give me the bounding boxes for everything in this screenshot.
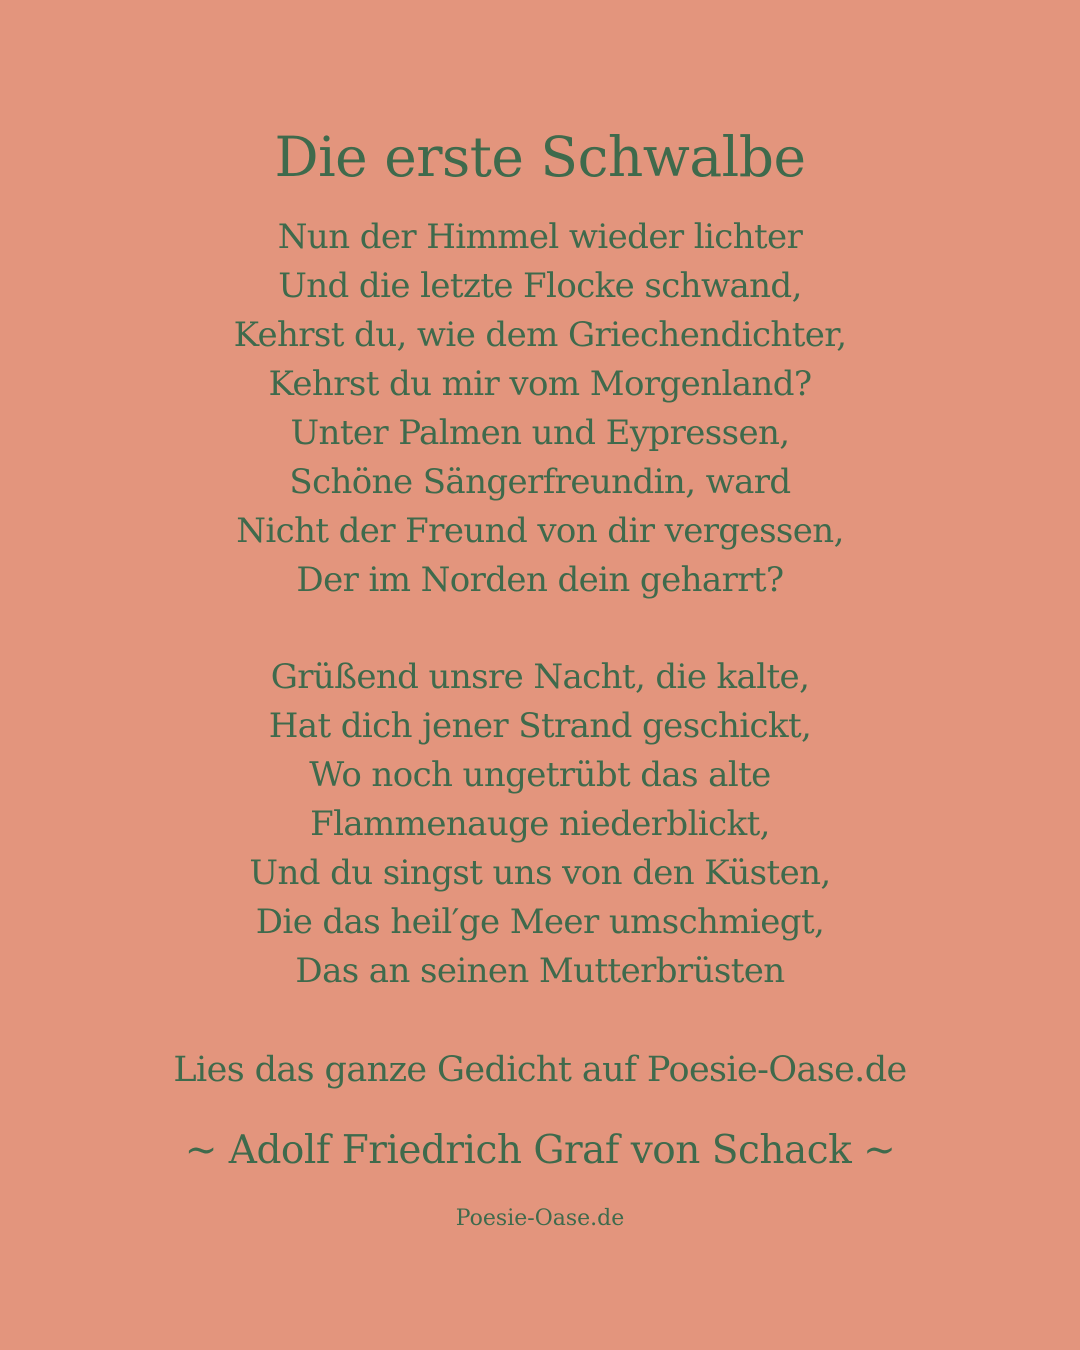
poem-line: Kehrst du, wie dem Griechendichter, [233,315,847,355]
poem-line: Grüßend unsre Nacht, die kalte, [270,657,810,697]
author-line: ~ Adolf Friedrich Graf von Schack ~ [184,1128,896,1173]
stanza-1 [0,213,1080,605]
poem-line: Die das heil′ge Meer umschmiegt, [255,902,825,942]
poem-line: Der im Norden dein geharrt? [296,560,784,600]
poem-line: Flammenauge niederblickt, [310,804,770,844]
poem-line: Hat dich jener Strand geschickt, [268,706,812,746]
poem-line: Nun der Himmel wieder lichter [277,217,803,257]
poem-line: Und du singst uns von den Küsten, [249,853,831,893]
poem-line: Das an seinen Mutterbrüsten [295,951,785,991]
poem-line: Wo noch ungetrübt das alte [309,755,771,795]
poem-line: Nicht der Freund von dir vergessen, [236,511,844,551]
poem-title: Die erste Schwalbe [274,125,806,189]
stanza-2 [0,653,1080,996]
poem-line: Und die letzte Flocke schwand, [278,266,802,306]
read-more-text: Lies das ganze Gedicht auf Poesie-Oase.de [173,1050,907,1090]
site-footer: Poesie-Oase.de [455,1206,625,1231]
poem-line: Unter Palmen und Eypressen, [290,413,790,453]
poem-line: Kehrst du mir vom Morgenland? [268,364,812,404]
poem-line: Schöne Sängerfreundin, ward [289,462,791,502]
